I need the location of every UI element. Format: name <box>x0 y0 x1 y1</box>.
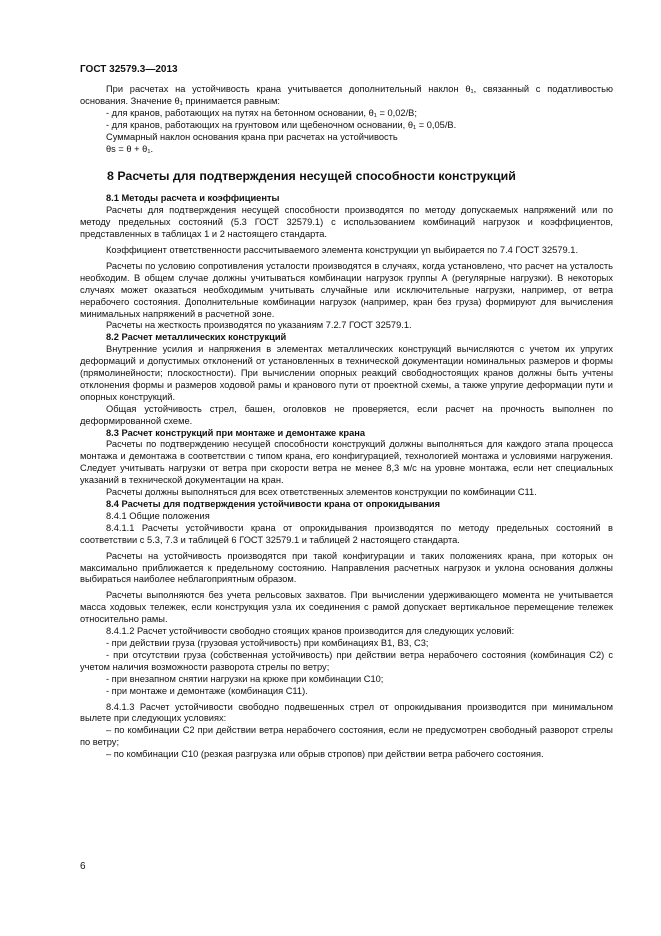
paragraph: Расчеты по подтверждению несущей способности конструкций должны выполняться для каждого этапа процесса монтажа и демонтажа в соответствии с типом крана, его конфигурацией, технологией монтажа и условиями нагружения. Следует учитывать нагрузки от ветра при скорости ветра не менее 8,3 м/с на уровне монтажа, если нет специальных указаний в технической документации на кран. <box>80 439 613 486</box>
subsection-heading: 8.3 Расчет конструкций при монтаже и демонтаже крана <box>106 427 366 438</box>
list-item: - для кранов, работающих на путях на бетонном основании, θ₁ = 0,02/B; <box>106 107 417 118</box>
paragraph: Расчеты на устойчивость производятся при такой конфигурации и таких положениях крана, при которых он максимально приближается к предельному состоянию. Направления расчетных нагрузок и уклона основания должны выбираться наиболее неблагоприятным образом. <box>80 550 613 585</box>
subsection-heading: 8.1 Методы расчета и коэффициенты <box>106 193 280 204</box>
paragraph: Общая устойчивость стрел, башен, оголовков не проверяется, если расчет на прочность выполнен по деформированной схеме. <box>80 403 613 426</box>
clause-heading: 8.4.1 Общие положения <box>106 510 210 521</box>
document-header: ГОСТ 32579.3—2013 <box>80 64 178 75</box>
paragraph: Расчеты на жесткость производятся по указаниям 7.2.7 ГОСТ 32579.1. <box>106 320 412 331</box>
list-item: - для кранов, работающих на грунтовом или щебеночном основании, θ₁ = 0,05/B. <box>106 119 457 130</box>
list-item: - при действии груза (грузовая устойчивость) при комбинациях В1, В3, С3; <box>106 637 429 648</box>
paragraph: Расчеты выполняются без учета рельсовых захватов. При вычислении удерживающего момента не учитывается масса ходовых тележек, если конструкция узла их соединения с рамой допускает вертикальное перемещение тележек относительно рамы. <box>80 590 613 625</box>
section-heading: 8 Расчеты для подтверждения несущей способности конструкций <box>107 169 516 184</box>
page-number: 6 <box>80 861 86 872</box>
list-item: - при монтаже и демонтаже (комбинация С11). <box>106 685 308 696</box>
paragraph: При расчетах на устойчивость крана учитывается дополнительный наклон θ₁, связанный с податливостью основания. Значение θ₁ принимается равным: <box>80 84 613 106</box>
list-item: – по комбинации С10 (резкая разгрузка или обрыв стропов) при действии ветра рабочего состояния. <box>106 749 544 760</box>
subsection-heading: 8.2 Расчет металлических конструкций <box>106 332 287 343</box>
formula: θs = θ + θ₁. <box>106 143 154 154</box>
document-body <box>80 84 613 761</box>
paragraph: Коэффициент ответственности рассчитываемого элемента конструкции γn выбирается по 7.4 ГОСТ 32579.1. <box>106 244 579 255</box>
paragraph: Внутренние усилия и напряжения в элементах металлических конструкций вычисляются с учетом их упругих деформаций и допустимых отклонений от установленных в технической документации номинальных размеров и формы (прямолинейности; плоскостности). При вычислении опорных реакций свободностоящих кранов должны быть учтены отклонения формы и размеров ходовой рамы и кранового пути от проектной схемы, а также упругие деформации пути и опорных конструкций. <box>80 344 613 402</box>
list-item: - при внезапном снятии нагрузки на крюке при комбинации С10; <box>106 673 384 684</box>
paragraph: Суммарный наклон основания крана при расчетах на устойчивость <box>106 131 398 142</box>
paragraph: 8.4.1.2 Расчет устойчивости свободно стоящих кранов производится для следующих условий: <box>106 626 515 637</box>
paragraph: 8.4.1.1 Расчеты устойчивости крана от опрокидывания производятся по методу предельных состояний в соответствии с 5.3, 7.3 и таблицей 6 ГОСТ 32579.1 и таблицей 2 настоящего стандарта. <box>80 522 613 545</box>
paragraph: 8.4.1.3 Расчет устойчивости свободно подвешенных стрел от опрокидывания производится при минимальном вылете при следующих условиях: <box>80 701 613 724</box>
list-item: – по комбинации С2 при действии ветра нерабочего состояния, если не предусмотрен свободный разворот стрелы по ветру; <box>80 725 613 748</box>
paragraph: Расчеты для подтверждения несущей способности производятся по методу допускаемых напряжений или по методу предельных состояний (5.3 ГОСТ 32579.1) с использованием комбинаций нагрузок и коэффициентов, представленных в таблицах 1 и 2 настоящего стандарта. <box>80 205 613 240</box>
paragraph: Расчеты по условию сопротивления усталости производятся в случаях, когда установлено, что расчет на усталость необходим. В общем случае должны учитываться комбинации нагрузок группы А (регулярные нагрузки). В некоторых случаях может оказаться необходимым учитывать случайные или исключительные нагрузки, например, от ветра нерабочего состояния. Дополнительные комбинации нагрузок (например, кран без груза) формируют для вычисления минимальных напряжений в расчетной зоне. <box>80 260 613 319</box>
subsection-heading: 8.4 Расчеты для подтверждения устойчивости крана от опрокидывания <box>106 499 441 509</box>
paragraph: Расчеты должны выполняться для всех ответственных элементов конструкции по комбинации С11. <box>106 487 537 498</box>
list-item: - при отсутствии груза (собственная устойчивость) при действии ветра нерабочего состояния (комбинация С2) с учетом наличия возможности разворота стрелы по ветру; <box>80 649 613 672</box>
